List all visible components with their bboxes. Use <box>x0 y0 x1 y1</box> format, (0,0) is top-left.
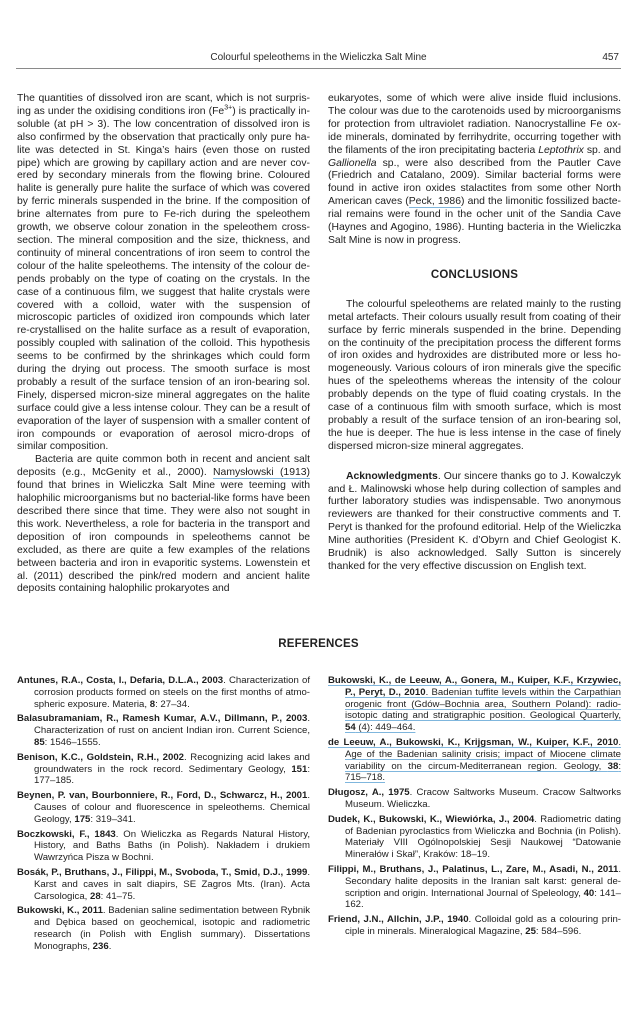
paragraph-iron-solubility <box>17 93 310 454</box>
acknowledgments-label: Acknowledgments <box>346 470 438 482</box>
reference-title: . On Wieliczka as Regards Natural History, History, and Baths Baths (in Polish). Nakładem i drukiem Wawrzyńca Pisza w Bochni. <box>34 828 310 864</box>
reference-volume: 8 <box>149 698 156 710</box>
references-right-column <box>328 675 621 941</box>
reference-link[interactable] <box>328 737 621 783</box>
reference-title: . Recognizing acid lakes and groundwaters in the rock record. Sedimentary Geology, <box>34 751 310 775</box>
reference-text <box>17 829 310 864</box>
reference-authors: Antunes, R.A., Costa, I., Defaria, D.L.A., 2003 <box>17 675 224 686</box>
reference-authors: Benison, K.C., Goldstein, R.H., 2002 <box>17 751 184 763</box>
reference-entry <box>17 905 310 952</box>
citation-link-peck[interactable]: Peck, 1986 <box>408 196 461 208</box>
reference-title: . Age of the Badenian salinity crisis; impact of Miocene climate variability on the circum-Mediterranean region. Geology, <box>345 736 621 772</box>
reference-pages: : 141–162. <box>345 887 621 911</box>
reference-volume: 236 <box>92 940 109 952</box>
reference-text <box>328 814 621 860</box>
reference-text <box>17 905 310 951</box>
reference-text <box>17 713 310 748</box>
reference-title: . Badenian saline sedimentation between Rybnik and Dębica based on geochemical, isotopic and radiometric research (in Polish with English summary). Dissertations Monographs, <box>34 905 310 952</box>
reference-pages: : 41–75. <box>100 890 136 902</box>
reference-volume: 38 <box>607 760 619 772</box>
reference-title: . Characterization of corrosion products formed on steels on the first months of atmospheric exposure. Materia, <box>34 675 310 710</box>
reference-volume: 85 <box>34 736 45 748</box>
text-run: ) is practically insoluble (at pH > 3). The low concentration of dissolved iron is also confirmed by the observation that practically only pure halite was detected in St. Kinga’s hairs (even those on rusted pipe) which are growing by capillary action and are never covered by secondary minerals from the flowing brine. Coloured halite is generally pure halite the surface of which was covered by ferric minerals suspended in the brine. If the composition of brine alternates from pure to Fe-rich during the speleothem growth, we observe colour zonation in the speleothem cross-section. The mineral composition and the size, thickness, and continuity of mineral concentrations of iron seem to control the colour of the halite speleothems. The intensity of the colour depends probably on the type of coating on the crystals. In the case of a continuous film, we suggest that halite crystals were covered with a colloid, water with the suspension of microscopic particles of oxidized iron compounds which later re-crystallised on the halite surface as a result of evaporation, possibly coupled with salination of the colloid. This hypothesis seems to be confirmed by the shrinkages which could form during the drying out process. The smooth surface is most probably a result of the surface tension of an iron-bearing sol. Finely, dispersed micron-size mineral aggregates on the halite surface could give a less intense colour. They can be a result of evaporation of the layer of suspension with a smaller content of iron compounds or evaporation of aerosol micro-drops of similar composition. <box>17 105 310 453</box>
reference-title: . Colloidal gold as a colouring principle in minerals. Mineralogical Magazine, <box>345 914 621 937</box>
reference-pages: (4): 449–464. <box>355 722 416 734</box>
reference-text <box>17 790 310 825</box>
text-run: ) and the limonitic fossilized bacterial remains were found in the ocher unit of the Sandia Cave (Haynes and Agogino, 1986). Hunting bacteria in the Wieliczka Salt Mine is now in progress. <box>328 196 622 246</box>
text-run: sp. and <box>583 144 621 156</box>
reference-entry[interactable] <box>328 737 621 784</box>
reference-volume: 25 <box>525 925 536 937</box>
reference-title: . Secondary halite deposits in the Iranian salt karst: general description and origin. International Journal of Speleology, <box>345 863 621 899</box>
italic-genus: Leptothrix <box>538 144 584 156</box>
reference-entry <box>328 787 621 811</box>
left-column <box>17 93 310 596</box>
reference-title: . Karst and caves in salt diapirs, SE Zagros Mts. (Iran). Acta Carsologica, <box>34 866 310 902</box>
reference-entry <box>17 790 310 825</box>
text-run: found that brines in Wieliczka Salt Mine were teeming with halophilic microorganisms but no bacterial-like forms have been described there since that time. They were also not sought in this work. Nevertheless, a role for bacteria in the transport and deposition of iron compounds in speleothems cannot be excluded, as there are quite a few examples of the relations between bacteria and iron in evaporitic systems. Lowenstein et al. (2011) described the pink/red modern and ancient halite deposits containing halophilic prokaryotes and <box>17 480 310 595</box>
reference-link[interactable] <box>328 675 621 733</box>
paragraph-acknowledgments <box>328 471 621 574</box>
text-run: eukaryotes, some of which were alive inside fluid inclusions. The colour was due to the carotenoids used by microorganisms for protection from ultraviolet radiation. Nanocrystalline Fe oxide minerals, dominated by ferrihydrite, occurring together with the filaments of the iron precipitating bacteria <box>328 93 621 156</box>
reference-title: . Radiometric dating of Badenian pyroclastics from Wieliczka and Bochnia (in Polish). Materiały VIII Ogólnopolskiej Sesji Naukowej “Datowanie Minerałów i Skał”, Kraków: 18–19. <box>345 813 621 861</box>
reference-entry <box>17 675 310 710</box>
reference-authors: Boczkowski, F., 1843 <box>17 828 116 840</box>
reference-title: . Badenian tuffite levels within the Carpathian orogenic front (Gdów–Bochnia area, Southern Poland): radioisotopic dating and stratigraphic position. Geological Quarterly, <box>345 686 621 722</box>
reference-entry[interactable] <box>328 675 621 734</box>
reference-authors: de Leeuw, A., Bukowski, K., Krijgsman, W., Kuiper, K.F., 2010 <box>328 736 619 748</box>
reference-volume: 54 <box>345 722 356 734</box>
references-heading: REFERENCES <box>278 638 359 650</box>
reference-volume: 175 <box>74 813 91 825</box>
page-header <box>16 52 621 69</box>
reference-text <box>328 914 621 937</box>
reference-volume: 40 <box>583 887 595 899</box>
reference-title: . Cracow Saltworks Museum. Cracow Saltworks Museum. Wieliczka. <box>345 787 621 810</box>
reference-authors: Dudek, K., Bukowski, K., Wiewiórka, J., 2004 <box>328 813 535 825</box>
reference-authors: Beynen, P. van, Bourbonniere, R., Ford, D., Schwarcz, H., 2001 <box>17 790 308 802</box>
reference-pages: : 319–341. <box>90 813 136 825</box>
text-run: Bacteria are quite common both in recent and ancient salt deposits (e.g., McGenity et al., 2000). <box>17 454 310 479</box>
reference-entry <box>17 829 310 864</box>
reference-entry <box>328 814 621 861</box>
reference-title: . Characterization of rust on ancient Indian iron. Current Science, <box>34 713 310 737</box>
reference-pages: : 584–596. <box>535 925 582 937</box>
reference-pages: : 27–34. <box>155 698 190 710</box>
italic-genus: Gallionella <box>328 157 377 169</box>
reference-text <box>17 867 310 902</box>
reference-authors: Bukowski, K., de Leeuw, A., Gonera, M., Kuiper, K.F., Krzywiec, P., Peryt, D., 2010 <box>328 675 621 698</box>
running-title: Colourful speleothems in the Wieliczka Salt Mine <box>210 52 427 63</box>
page-number: 457 <box>602 52 619 63</box>
reference-entry <box>17 752 310 787</box>
right-column <box>328 93 621 574</box>
reference-pages: : 177–185. <box>34 763 310 787</box>
text-run: . Our sincere thanks go to J. Kowalczyk and Ł. Malinowski whose help during collection of samples and further laboratory studies was indispensable. Two anonymous reviewers are thanked for their constructive comments and T. Peryt is thanked for the profound editorial. Help of the Wieliczka Mine authorities (President K. d’Obyrn and Chief Geologist K. Brudnik) is also acknowledged. Sally Sutton is sincerely thanked for the very effective discussion on English text. <box>328 470 621 572</box>
reference-text <box>328 787 621 810</box>
text-run: The quantities of dissolved iron are scant, which is not surprising as under the oxidising conditions iron (Fe <box>17 93 310 117</box>
superscript: 3+ <box>224 104 233 112</box>
reference-volume: 151 <box>291 763 308 775</box>
reference-entry <box>328 914 621 938</box>
reference-authors: Filippi, M., Bruthans, J., Palatinus, L., Zare, M., Asadi, N., 2011 <box>328 863 619 875</box>
reference-pages: : 715–718. <box>345 760 621 784</box>
conclusions-heading: CONCLUSIONS <box>430 268 519 281</box>
paragraph-eukaryotes <box>328 93 621 248</box>
reference-authors: Bosák, P., Bruthans, J., Filippi, M., Svoboda, T., Smid, D.J., 1999 <box>17 866 308 878</box>
reference-volume: 28 <box>90 890 101 902</box>
reference-entry <box>17 713 310 748</box>
text-run: sp., were also described from the Pautler Cave (Friedrich and Catalano, 2009). Similar bacterial forms were found in active iron oxides stalactites from some other North American caves ( <box>328 157 621 208</box>
reference-text <box>17 752 310 787</box>
reference-authors: Bukowski, K., 2011 <box>17 905 103 917</box>
reference-authors: Balasubramaniam, R., Ramesh Kumar, A.V., Dillmann, P., 2003 <box>17 713 308 725</box>
reference-pages: . <box>108 940 112 952</box>
paragraph-conclusions: The colourful speleothems are related mainly to the rusting metal artefacts. Their colours usually result from coating of their surface by ferric minerals suspended in the brine. Depending on the continuity of the precipitation process the different forms of iron oxides and hydroxides are distributed more or less homogeneously. Various colours of iron minerals give the specific hues of the speleothems whereas the intensity of the colour probably depends on the type of fluid coating crystals. In the case of a continuous film with smooth surface, which is most probably a result of the surface tension of an iron-bearing sol, the hue is deeper. The hue is less intense in the case of finely dispersed micron-size mineral aggregates. <box>328 298 621 452</box>
citation-link-namyslowski[interactable]: Namysłowski (1913) <box>213 467 310 479</box>
reference-pages: : 1546–1555. <box>44 736 101 748</box>
paragraph-bacteria <box>17 454 310 596</box>
reference-text <box>328 864 621 910</box>
reference-title: . Causes of colour and fluorescence in speleothems. Chemical Geology, <box>34 790 310 825</box>
reference-authors: Friend, J.N., Allchin, J.P., 1940 <box>328 914 469 926</box>
reference-text <box>17 675 310 710</box>
reference-authors: Długosz, A., 1975 <box>328 787 410 799</box>
reference-entry <box>17 867 310 902</box>
references-left-column <box>17 675 310 956</box>
reference-entry <box>328 864 621 911</box>
